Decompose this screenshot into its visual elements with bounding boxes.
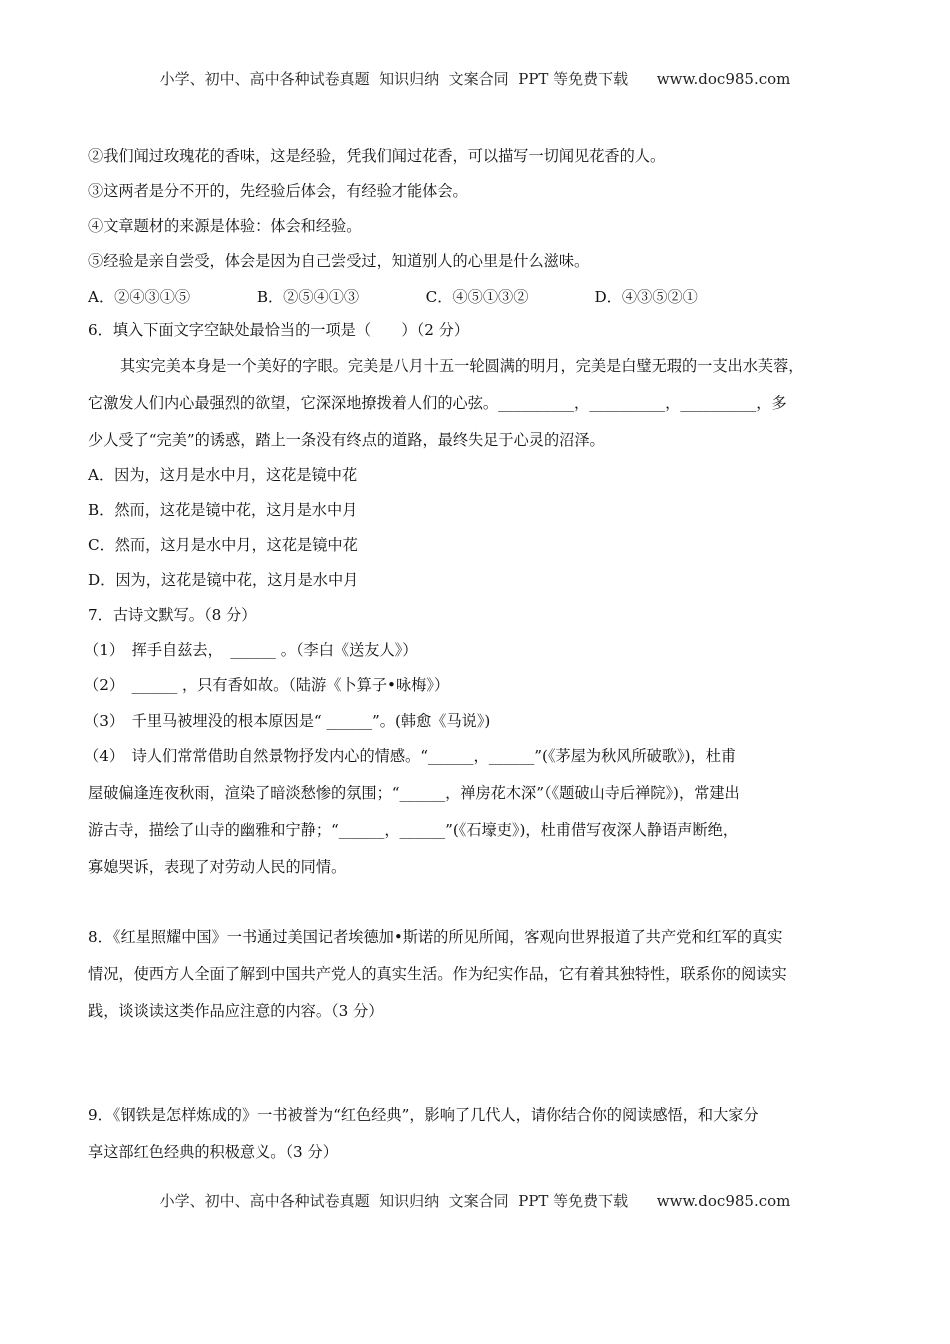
- q9-line-2: 享这部红色经典的积极意义。（3 分）: [88, 1143, 338, 1161]
- q5-option-b: B．②⑤④①③: [256, 288, 360, 306]
- q7-item-4-line-1: （4） 诗人们常常借助自然景物抒发内心的情感。“______，______”(《茅屋为秋风所破歌》)，杜甫: [84, 747, 737, 765]
- q6-option-c: C．然而，这月是水中月，这花是镜中花: [88, 536, 358, 554]
- q7-stem: 7．古诗文默写。（8 分）: [88, 606, 257, 624]
- q8-line-2: 情况，使西方人全面了解到中国共产党人的真实生活。作为纪实作品，它有着其独特性，联系你的阅读实: [88, 965, 787, 983]
- q8-line-3: 践，谈谈读这类作品应注意的内容。（3 分）: [88, 1002, 384, 1020]
- q5-options: [88, 286, 698, 307]
- q5-sentence-5: ⑤经验是亲自尝受，体会是因为自己尝受过，知道别人的心里是什么滋味。: [88, 252, 590, 270]
- q9-line-1: 9．《钢铁是怎样炼成的》一书被誉为“红色经典”，影响了几代人，请你结合你的阅读感悟，和大家分: [88, 1106, 759, 1124]
- q6-passage-line-2: 它激发人们内心最强烈的欲望，它深深地撩拨着人们的心弦。__________，__________，__________，多: [88, 394, 787, 412]
- page-footer: 小学、初中、高中各种试卷真题 知识归纳 文案合同 PPT 等免费下载 www.doc985.com: [159, 1192, 791, 1210]
- q7-item-4-line-4: 寡媳哭诉，表现了对劳动人民的同情。: [88, 858, 347, 876]
- page-header: 小学、初中、高中各种试卷真题 知识归纳 文案合同 PPT 等免费下载 www.doc985.com: [159, 70, 791, 88]
- q6-option-d: D．因为，这花是镜中花，这月是水中月: [88, 571, 359, 589]
- q6-option-a: A．因为，这月是水中月，这花是镜中花: [88, 466, 358, 484]
- q7-item-2: （2） ______ ，只有香如故。（陆游《卜算子•咏梅》）: [84, 676, 450, 694]
- q5-option-a: A．②④③①⑤: [88, 288, 191, 306]
- q5-option-c: C．④⑤①③②: [425, 288, 529, 306]
- q6-passage-line-3: 少人受了“完美”的诱惑，踏上一条没有终点的道路，最终失足于心灵的沼泽。: [88, 431, 605, 449]
- q6-option-b: B．然而，这花是镜中花，这月是水中月: [88, 501, 358, 519]
- q5-option-d: D．④③⑤②①: [594, 288, 698, 306]
- q6-passage-line-1: 其实完美本身是一个美好的字眼。完美是八月十五一轮圆满的明月，完美是白璧无瑕的一支出水芙蓉，: [120, 357, 804, 375]
- q7-item-4-line-2: 屋破偏逢连夜秋雨，渲染了暗淡愁惨的氛围；“______，禅房花木深”（《题破山寺后禅院》)，常建出: [88, 784, 740, 802]
- q7-item-3: （3） 千里马被埋没的根本原因是“ ______”。(韩愈《马说》): [84, 712, 491, 730]
- q5-sentence-4: ④文章题材的来源是体验：体会和经验。: [88, 217, 362, 235]
- q6-stem: 6．填入下面文字空缺处最恰当的一项是（ ）（2 分）: [88, 321, 470, 339]
- q7-item-1: （1） 挥手自兹去， ______ 。（李白《送友人》）: [84, 641, 418, 659]
- q5-sentence-3: ③这两者是分不开的，先经验后体会，有经验才能体会。: [88, 182, 468, 200]
- q8-line-1: 8．《红星照耀中国》一书通过美国记者埃德加•斯诺的所见所闻，客观向世界报道了共产党和红军的真实: [88, 928, 783, 946]
- q5-sentence-2: ②我们闻过玫瑰花的香味，这是经验，凭我们闻过花香，可以描写一切闻见花香的人。: [88, 147, 666, 165]
- q7-item-4-line-3: 游古寺，描绘了山寺的幽雅和宁静；“______，______”(《石壕吏》)，杜甫借写夜深人静语声断绝，: [88, 821, 739, 839]
